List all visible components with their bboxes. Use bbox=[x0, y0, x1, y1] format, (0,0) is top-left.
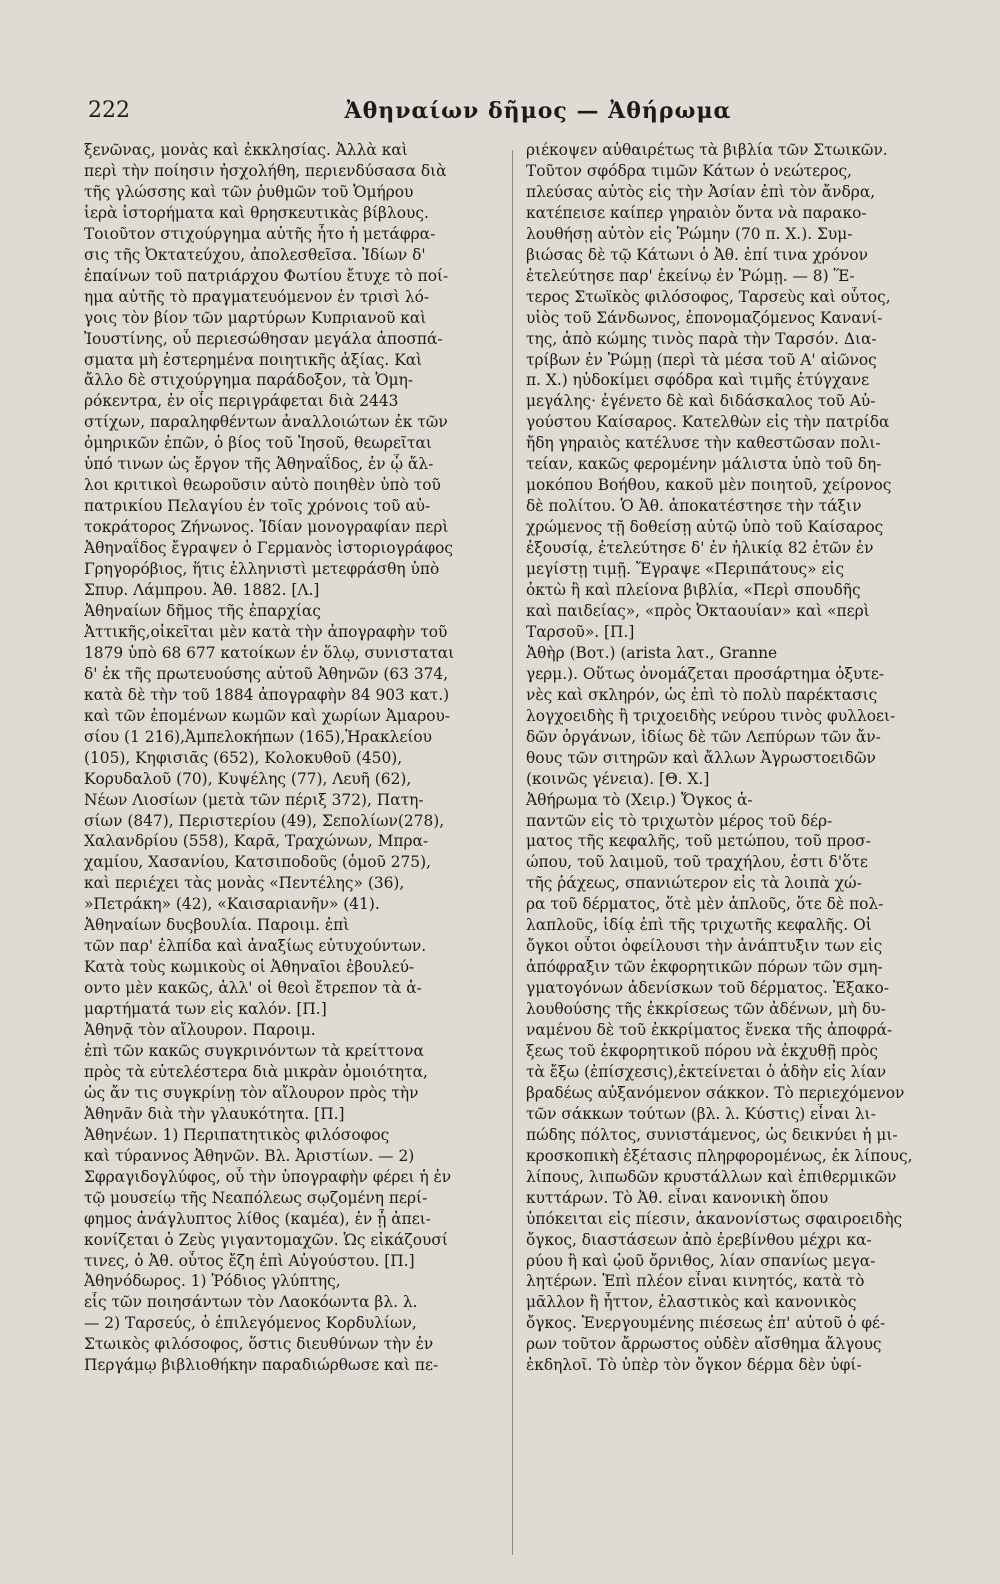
text-line: ὑπόκειται εἰς πίεσιν, ἀκανονίστως σφαιροειδὴς bbox=[526, 1209, 903, 1228]
text-line: καὶ παιδείας», «πρὸς Ὀκταουίαν» καὶ «περὶ bbox=[526, 601, 870, 620]
text-line: ξενῶνας, μονὰς καὶ ἐκκλησίας. Ἀλλὰ καὶ bbox=[84, 141, 408, 159]
text-line: ἄλλο δὲ στιχούργημα παράδοξον, τὰ Ὁμη- bbox=[84, 371, 414, 390]
text-line: Ἰουστίνης, οὗ περιεσώθησαν μεγάλα ἀποσπά- bbox=[84, 329, 443, 348]
text-line: τινες, ὁ Ἀθ. οὗτος ἔζη ἐπὶ Αὐγούστου. [Π.] bbox=[84, 1251, 415, 1270]
text-line: π. Χ.) ηὐδοκίμει σφόδρα καὶ τιμῆς ἐτύγχανε bbox=[526, 371, 870, 390]
text-line: τὰ ἔξω (ἐπίσχεσις),ἐκτείνεται ὁ ἀδὴν εἰς λίαν bbox=[526, 1062, 887, 1081]
text-line: Ἀθηναίων δυςβουλία. Παροιμ. ἐπὶ bbox=[84, 916, 350, 935]
text-line: υἱὸς τοῦ Σάνδωνος, ἐπονομαζόμενος Κανανί- bbox=[526, 308, 883, 327]
text-line: τῆς γλώσσης καὶ τῶν ῥυθμῶν τοῦ Ὁμήρου bbox=[84, 182, 414, 201]
text-line: Κατὰ τοὺς κωμικοὺς οἱ Ἀθηναῖοι ἐβουλεύ- bbox=[84, 958, 415, 977]
text-line: ρα τοῦ δέρματος, ὅτὲ μὲν ἁπλοῦς, ὅτε δὲ πολ- bbox=[526, 895, 884, 914]
page-number: 222 bbox=[88, 98, 130, 123]
text-line: τοκράτορος Ζήνωνος. Ἰδίαν μονογραφίαν περὶ bbox=[84, 518, 449, 537]
right-column bbox=[526, 140, 936, 1376]
text-line: λητέρων. Ἐπὶ πλέον εἶναι κινητός, κατὰ τὸ bbox=[526, 1272, 865, 1291]
text-line: γοις τὸν βίον τῶν μαρτύρων Κυπριανοῦ καὶ bbox=[84, 308, 427, 327]
text-line: Κορυδαλοῦ (70), Κυψέλης (77), Λευῆ (62), bbox=[84, 769, 412, 788]
text-line: νὲς καὶ σκληρόν, ὡς ἐπὶ τὸ πολὺ παρέκτασις bbox=[526, 685, 878, 704]
text-line: καὶ τῶν ἑπομένων κωμῶν καὶ χωρίων Ἀμαρου- bbox=[84, 706, 451, 725]
text-line: ρόκεντρα, ἐν οἷς περιγράφεται διὰ 2443 bbox=[84, 392, 399, 411]
text-line: λουθήσῃ αὐτὸν εἰς Ῥώμην (70 π. Χ.). Συμ- bbox=[526, 224, 853, 243]
text-line: Γρηγορόβιος, ἥτις ἑλληνιστὶ μετεφράσθη ὑπὸ bbox=[84, 560, 440, 579]
text-line: τρίβων ἐν Ῥώμῃ (περὶ τὰ μέσα τοῦ Α' αἰῶνος bbox=[526, 350, 877, 369]
column-divider bbox=[512, 150, 513, 1555]
text-line: εἷς τῶν ποιησάντων τὸν Λαοκόωντα βλ. λ. bbox=[84, 1293, 418, 1312]
text-line: δῶν ὀργάνων, ἰδίως δὲ τῶν Λεπύρων τῶν ἄν- bbox=[526, 727, 881, 746]
text-line: στίχων, παραληφθέντων ἀναλλοιώτων ἐκ τῶν bbox=[84, 413, 448, 432]
text-line: — 2) Ταρσεύς, ὁ ἐπιλεγόμενος Κορδυλίων, bbox=[84, 1314, 417, 1333]
text-line: ημα αὐτῆς τὸ πραγματευόμενον ἐν τρισὶ λό- bbox=[84, 287, 430, 306]
text-line: ὄγκοι οὗτοι ὀφείλουσι τὴν ἀνάπτυξιν των εἰς bbox=[526, 937, 883, 956]
text-line: τείαν, κακῶς φερομένην μάλιστα ὑπὸ τοῦ δη- bbox=[526, 455, 882, 474]
text-line: βιώσας δὲ τῷ Κάτωνι ὁ Ἀθ. ἐπί τινα χρόνον bbox=[526, 245, 868, 264]
text-line: Ἀθηνόδωρος. 1) Ῥόδιος γλύπτης, bbox=[84, 1272, 341, 1291]
text-line: ἀπόφραξιν τῶν ἐκφορητικῶν πόρων τῶν σμη- bbox=[526, 958, 883, 977]
text-line: Νέων Λιοσίων (μετὰ τῶν πέριξ 372), Πατη- bbox=[84, 790, 424, 809]
text-line: πώδης πόλτος, συνιστάμενος, ὡς δεικνύει ἡ μι- bbox=[526, 1125, 898, 1144]
text-line: σματα μὴ ἐστερημένα ποιητικῆς ἀξίας. Καὶ bbox=[84, 350, 423, 369]
text-line: ώπου, τοῦ λαιμοῦ, τοῦ τραχήλου, ἐστι δ'ὅτε bbox=[526, 853, 868, 872]
text-line: μοκόπου Βοήθου, κακοῦ μὲν ποιητοῦ, χείρονος bbox=[526, 476, 892, 495]
text-line: Ἀθηνέων. 1) Περιπατητικὸς φιλόσοφος bbox=[84, 1125, 390, 1144]
text-line: (105), Κηφισιᾶς (652), Κολοκυθοῦ (450), bbox=[84, 748, 403, 767]
text-line: ὄγκος, διαστάσεων ἀπὸ ἐρεβίνθου μέχρι κα- bbox=[526, 1230, 872, 1249]
text-line: κατὰ δὲ τὴν τοῦ 1884 ἀπογραφὴν 84 903 κατ.) bbox=[84, 685, 450, 704]
text-line: Σπυρ. Λάμπρου. Ἀθ. 1882. [Λ.] bbox=[84, 581, 320, 600]
text-line: Περγάμῳ βιβλιοθήκην παραδιώρθωσε καὶ πε- bbox=[84, 1356, 439, 1375]
text-line: ἤδη γηραιὸς κατέλυσε τὴν καθεστῶσαν πολι- bbox=[526, 434, 881, 453]
text-line: σίου (1 216),Ἀμπελοκήπων (165),Ἡρακλείου bbox=[84, 727, 432, 746]
text-line: (κοινῶς γένεια). [Θ. Χ.] bbox=[526, 769, 710, 788]
text-line: »Πετράκη» (42), «Καισαριανῆν» (41). bbox=[84, 895, 380, 914]
text-line: 1879 ὑπὸ 68 677 κατοίκων ἐν ὅλῳ, συνισταται bbox=[84, 643, 455, 662]
text-line: κροσκοπικὴ ἐξέτασις πληρφορομένως, ἐκ λίπους, bbox=[526, 1146, 913, 1165]
text-line: τῶν σάκκων τούτων (βλ. λ. Κύστις) εἶναι λι- bbox=[526, 1104, 876, 1123]
text-line: πλεύσας αὐτὸς εἰς τὴν Ἀσίαν ἐπὶ τὸν ἄνδρα, bbox=[526, 182, 876, 201]
text-line: χρώμενος τῇ δοθείσῃ αὐτῷ ὑπὸ τοῦ Καίσαρος bbox=[526, 518, 884, 537]
text-line: περὶ τὴν ποίησιν ἠσχολήθη, περιενδύσασα διὰ bbox=[84, 161, 447, 180]
text-line: λογχοειδὴς ἢ τριχοειδὴς νεύρου τινὸς φυλλοει- bbox=[526, 706, 896, 725]
text-line: ματος τῆς κεφαλῆς, τοῦ μετώπου, τοῦ προσ- bbox=[526, 832, 871, 851]
text-line: Ἀθηναίων δῆμος τῆς ἐπαρχίας bbox=[84, 601, 321, 620]
text-line: ἐτελεύτησε παρ' ἐκείνῳ ἐν Ῥώμῃ. — 8) Ἕ- bbox=[526, 266, 855, 285]
text-line: παντῶν εἰς τὸ τριχωτὸν μέρος τοῦ δέρ- bbox=[526, 811, 833, 830]
text-line: οντο μὲν κακῶς, ἀλλ' οἱ θεοὶ ἔτρεπον τὰ ἁ- bbox=[84, 979, 422, 998]
text-line: γματογόνων ἀδενίσκων τοῦ δέρματος. Ἐξακο- bbox=[526, 979, 889, 998]
text-line: τῶν παρ' ἐλπίδα καὶ ἀναξίως εὐτυχούντων. bbox=[84, 937, 427, 956]
text-line: τῷ μουσείῳ τῆς Νεαπόλεως σῳζομένη περί- bbox=[84, 1188, 428, 1207]
text-line: Ἀθηνᾷ τὸν αἴλουρον. Παροιμ. bbox=[84, 1021, 316, 1040]
text-line: σίων (847), Περιστερίου (49), Σεπολίων(278), bbox=[84, 811, 445, 830]
text-line: ρύου ἢ καὶ ᾠοῦ ὄρνιθος, λίαν σπανίως μεγα- bbox=[526, 1251, 876, 1270]
text-line: ξεως τοῦ ἐκφορητικοῦ πόρου νὰ ἐκχυθῇ πρὸς bbox=[526, 1041, 878, 1060]
text-line: κατέπεισε καίπερ γηραιὸν ὄντα νὰ παρακο- bbox=[526, 203, 867, 222]
text-line: γούστου Καίσαρος. Κατελθὼν εἰς τὴν πατρίδα bbox=[526, 413, 890, 432]
text-line: Τοιοῦτον στιχούργημα αὐτῆς ἦτο ἡ μετάφρα- bbox=[84, 224, 436, 243]
text-line: σις τῆς Ὀκτατεύχου, ἀπολεσθεῖσα. Ἰδίων δ' bbox=[84, 245, 426, 264]
text-line: ἐξουσίᾳ, ἐτελεύτησε δ' ἐν ἡλικίᾳ 82 ἐτῶν ἐν bbox=[526, 539, 874, 558]
text-line: λίπους, λιπωδῶν κρυστάλλων καὶ ἐπιθερμικῶν bbox=[526, 1167, 897, 1186]
text-line: φημος ἀνάγλυπτος λίθος (καμέα), ἐν ᾗ ἀπει- bbox=[84, 1209, 431, 1228]
text-line: λουθούσης τῆς ἐκκρίσεως τῶν ἀδένων, μὴ δυ- bbox=[526, 1000, 886, 1019]
text-line: ὡς ἄν τις συγκρίνῃ τὸν αἴλουρον πρὸς τὴν bbox=[84, 1083, 419, 1102]
text-line: κονίζεται ὁ Ζεὺς γιγαντομαχῶν. Ὡς εἰκάζουσί bbox=[84, 1230, 448, 1249]
text-line: ὄγκος. Ἐνεργουμένης πιέσεως ἐπ' αὐτοῦ ὁ φέ- bbox=[526, 1314, 886, 1333]
text-line: θους τῶν σιτηρῶν καὶ ἄλλων Ἀγρωστοειδῶν bbox=[526, 748, 876, 767]
text-line: μαρτήματά των εἰς καλόν. [Π.] bbox=[84, 1000, 327, 1019]
text-line: ἐκδηλοῖ. Τὸ ὑπὲρ τὸν ὄγκον δέρμα δὲν ὑφί- bbox=[526, 1356, 862, 1375]
text-line: κυττάρων. Τὸ Ἀθ. εἶναι κανονικὴ ὅπου bbox=[526, 1188, 829, 1207]
text-line: ὀκτὼ ἢ καὶ πλείονα βιβλία, «Περὶ σπουδῆς bbox=[526, 581, 861, 600]
text-line: Στωικὸς φιλόσοφος, ὅστις διευθύνων τὴν ἐν bbox=[84, 1335, 434, 1354]
text-line: Ἀθὴρ (Βοτ.) (arista λατ., Granne bbox=[526, 643, 778, 662]
text-line: τερος Στωϊκὸς φιλόσοφος, Ταρσεὺς καὶ οὗτος, bbox=[526, 287, 891, 306]
text-line: λαπλοῦς, ἰδίᾳ ἐπὶ τῆς τριχωτῆς κεφαλῆς. Οἱ bbox=[526, 916, 872, 935]
text-line: τῆς ῥάχεως, σπανιώτερον εἰς τὰ λοιπὰ χώ- bbox=[526, 874, 862, 893]
text-line: γερμ.). Οὕτως ὀνομάζεται προσάρτημα ὀξυτε- bbox=[526, 664, 885, 683]
text-line: δὲ πολίτου. Ὁ Ἀθ. ἀποκατέστησε τὴν τάξιν bbox=[526, 497, 862, 516]
running-head: Ἀθηναίων δῆμος — Ἀθήρωμα bbox=[344, 98, 732, 124]
text-line: καὶ περιέχει τὰς μονὰς «Πεντέλης» (36), bbox=[84, 874, 405, 893]
text-line: Ἀθηναΐδος ἔγραψεν ὁ Γερμανὸς ἱστοριογράφος bbox=[84, 539, 453, 558]
text-line: ὁμηρικῶν ἐπῶν, ὁ βίος τοῦ Ἰησοῦ, θεωρεῖται bbox=[84, 434, 432, 453]
text-line: Ἀθηνᾶν διὰ τὴν γλαυκότητα. [Π.] bbox=[84, 1104, 345, 1123]
text-line: ὑπό τινων ὡς ἔργον τῆς Ἀθηναΐδος, ἐν ᾧ ἄλ- bbox=[84, 455, 434, 474]
text-line: βραδέως αὐξανόμενον σάκκον. Τὸ περιεχόμενον bbox=[526, 1083, 905, 1102]
text-line: Ταρσοῦ». [Π.] bbox=[526, 622, 635, 641]
text-line: καὶ τύραννος Ἀθηνῶν. Βλ. Ἀριστίων. — 2) bbox=[84, 1146, 415, 1165]
left-column bbox=[84, 140, 494, 1376]
text-line: ναμένου δὲ τοῦ ἐκκρίματος ἕνεκα τῆς ἀποφρά- bbox=[526, 1021, 893, 1040]
text-line: της, ἀπὸ κώμης τινὸς παρὰ τὴν Ταρσόν. Δια- bbox=[526, 329, 877, 348]
text-line: ριέκοψεν αὐθαιρέτως τὰ βιβλία τῶν Στωικῶν. bbox=[526, 141, 888, 159]
text-line: Χαλανδρίου (558), Καρᾶ, Τραχώνων, Μπρα- bbox=[84, 832, 429, 851]
text-line: ἐπαίνων τοῦ πατριάρχου Φωτίου ἔτυχε τὸ ποί- bbox=[84, 266, 449, 285]
text-line: μᾶλλον ἢ ἧττον, ἐλαστικὸς καὶ κανονικὸς bbox=[526, 1293, 857, 1312]
text-line: ἐπὶ τῶν κακῶς συγκρινόντων τὰ κρείττονα bbox=[84, 1041, 424, 1060]
text-line: ἱερὰ ἱστορήματα καὶ θρησκευτικὰς βίβλους. bbox=[84, 203, 429, 222]
page-header bbox=[88, 98, 918, 132]
text-line: Τοῦτον σφόδρα τιμῶν Κάτων ὁ νεώτερος, bbox=[526, 161, 852, 180]
text-line: μεγάλης· ἐγένετο δὲ καὶ διδάσκαλος τοῦ Αὐ- bbox=[526, 392, 876, 411]
text-line: μεγίστῃ τιμῇ. Ἔγραψε «Περιπάτους» εἰς bbox=[526, 560, 845, 579]
text-line: ρων τοῦτον ἄρρωστος οὐδὲν αἴσθημα ἄλγους bbox=[526, 1335, 882, 1354]
text-line: λοι κριτικοὶ θεωροῦσιν αὐτὸ ποιηθὲν ὑπὸ τοῦ bbox=[84, 476, 441, 495]
text-line: Ἀττικῆς,οἰκεῖται μὲν κατὰ τὴν ἀπογραφὴν τοῦ bbox=[84, 622, 448, 641]
text-line: Σφραγιδογλύφος, οὗ τὴν ὑπογραφὴν φέρει ἡ ἐν bbox=[84, 1167, 452, 1186]
text-line: πατρικίου Πελαγίου ἐν τοῖς χρόνοις τοῦ αὐ- bbox=[84, 497, 431, 516]
text-line: δ' ἐκ τῆς πρωτευούσης αὐτοῦ Ἀθηνῶν (63 374, bbox=[84, 664, 449, 683]
text-line: χαμίου, Χασανίου, Κατσιποδοῦς (ὁμοῦ 275), bbox=[84, 853, 431, 872]
text-line: πρὸς τὰ εὐτελέστερα διὰ μικρὰν ὁμοιότητα, bbox=[84, 1062, 428, 1081]
text-line: Ἀθήρωμα τὸ (Χειρ.) Ὄγκος ἁ- bbox=[526, 790, 753, 809]
